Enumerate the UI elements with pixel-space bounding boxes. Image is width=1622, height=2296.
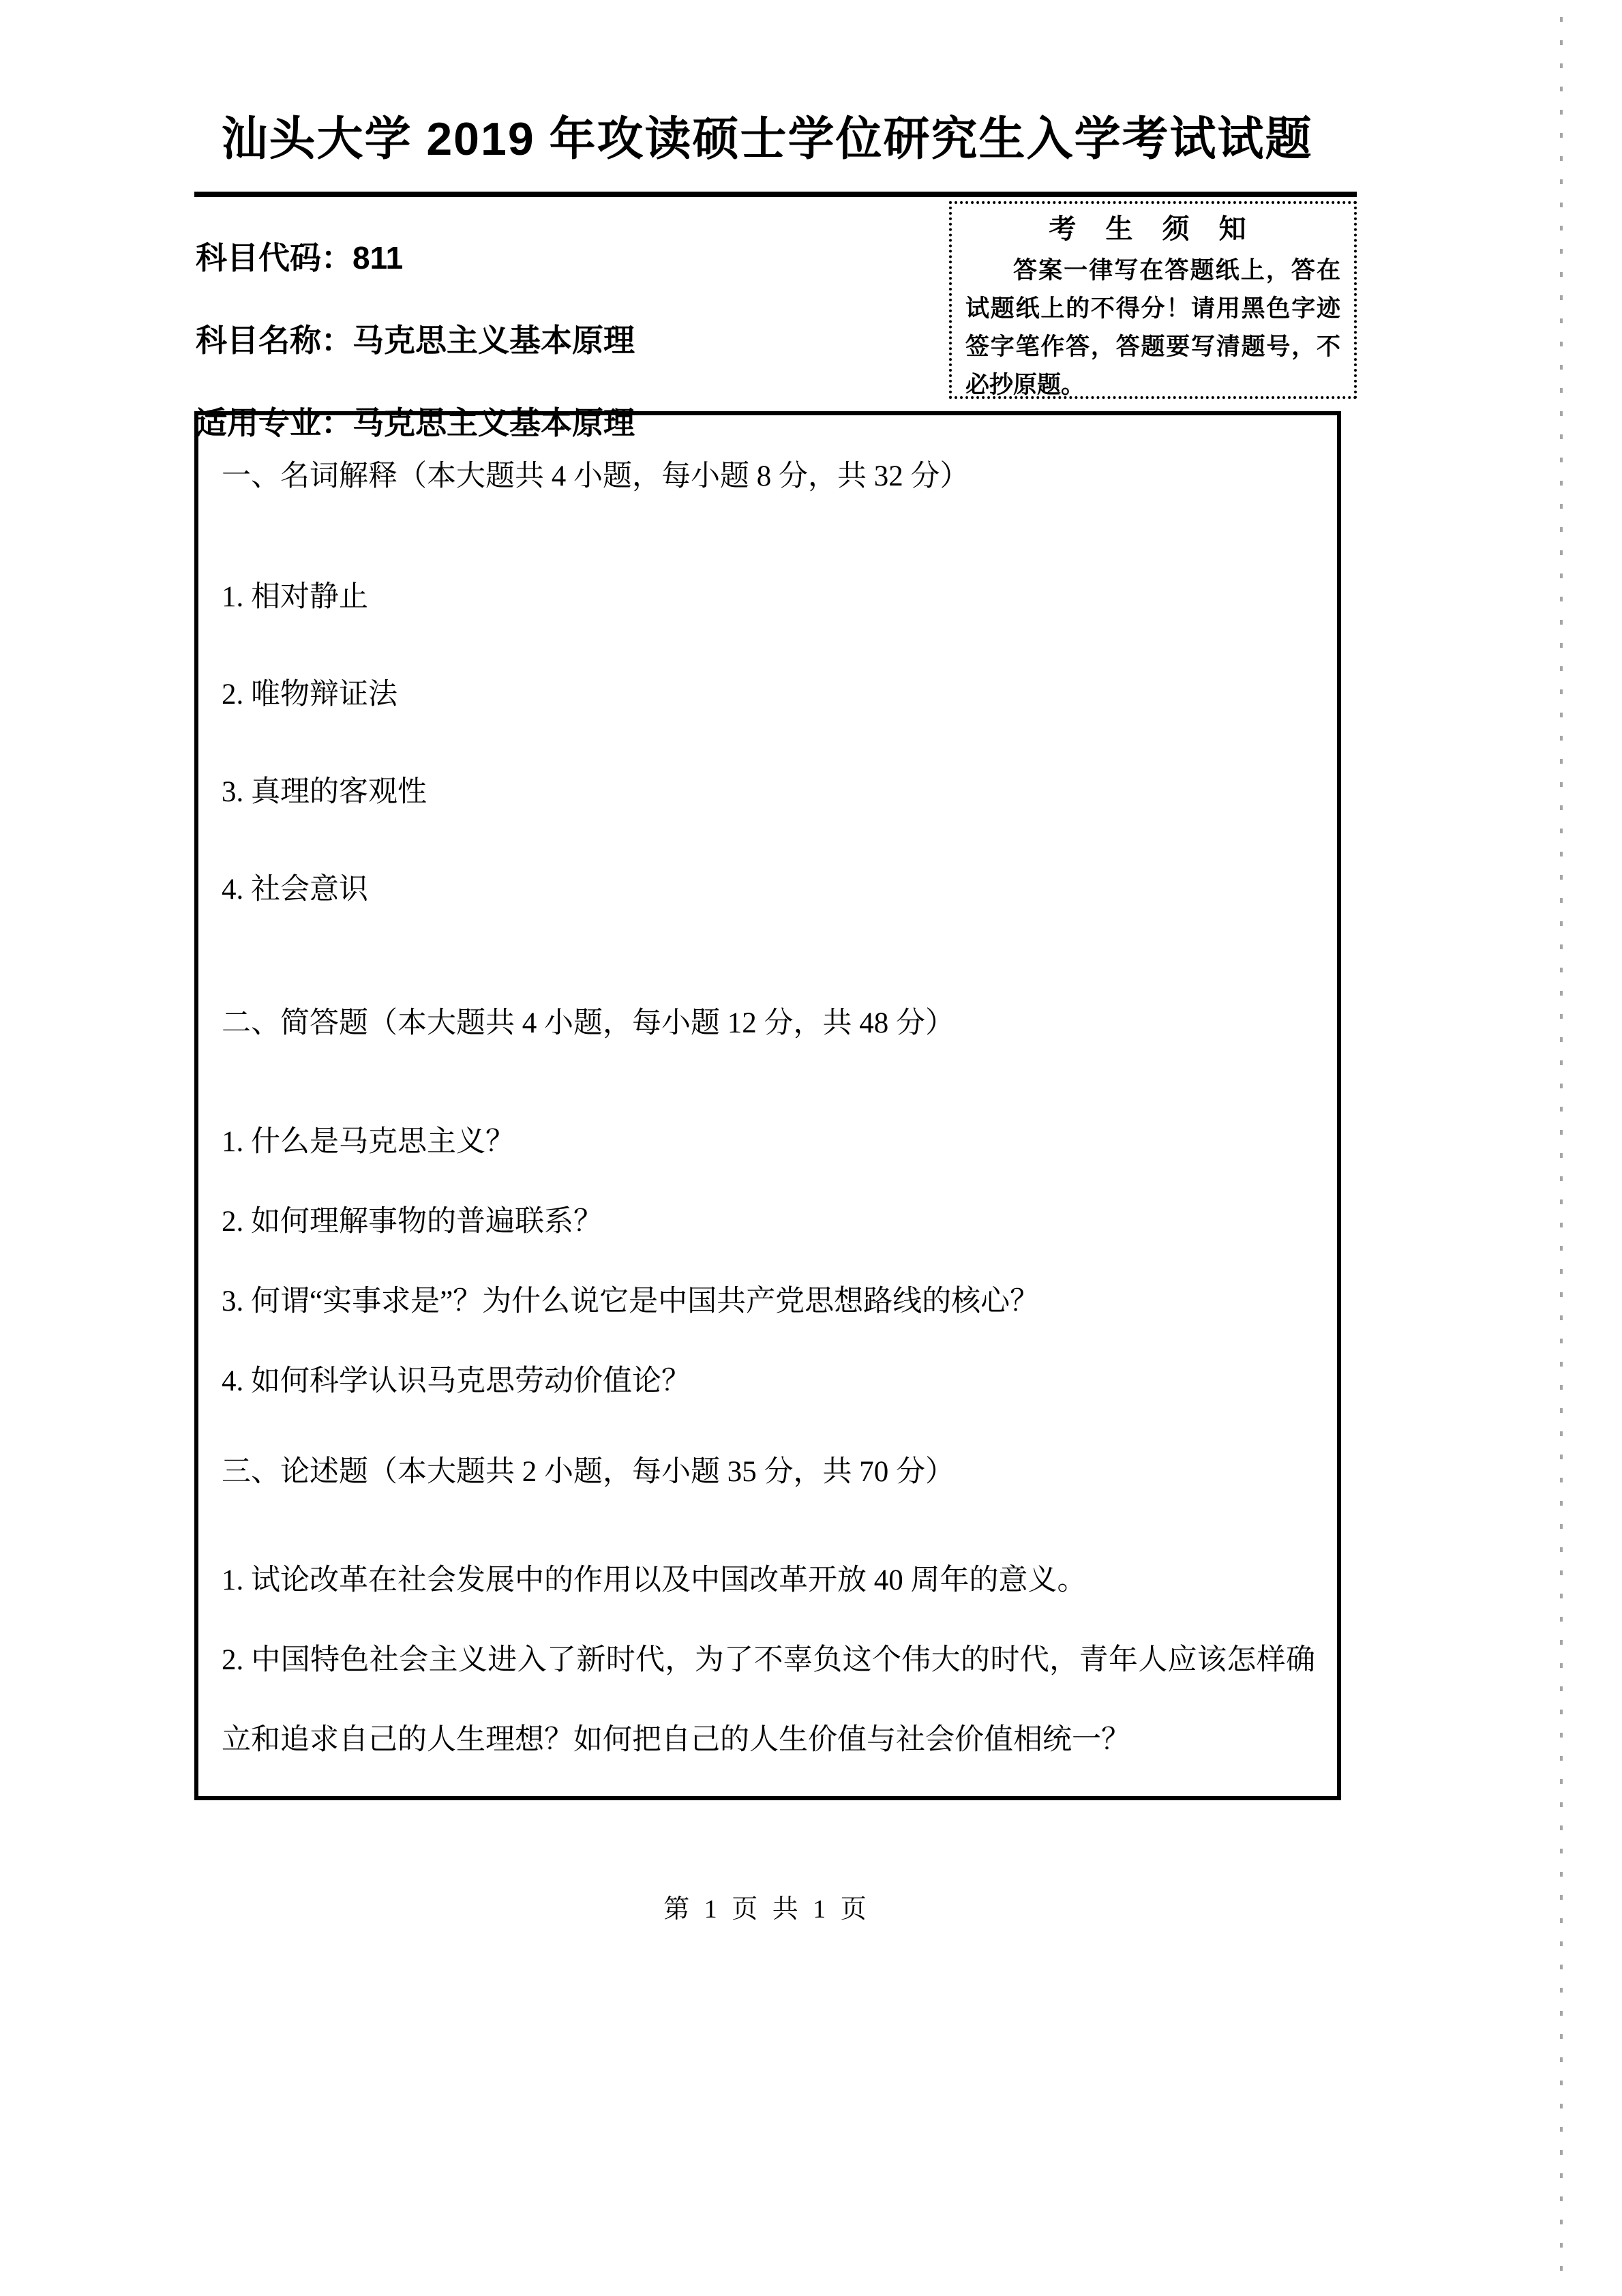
question-item: 3. 真理的客观性 <box>222 776 427 808</box>
subject-code-row <box>196 217 635 299</box>
exam-title: 汕头大学 2019 年攻读硕士学位研究生入学考试试题 <box>221 113 1313 165</box>
question-item: 2. 如何理解事物的普遍联系？ <box>222 1206 603 1238</box>
question-item: 2. 唯物辩证法 <box>222 679 397 711</box>
question-item: 2. 中国特色社会主义进入了新时代，为了不辜负这个伟大的时代，青年人应该怎样确立和追求自己的人生理想？如何把自己的人生价值与社会价值相统一？ <box>222 1644 1315 1756</box>
question-item: 4. 如何科学认识马克思劳动价值论？ <box>222 1365 691 1397</box>
scan-artifact-dotted-line <box>1560 17 1563 2281</box>
section-3-heading: 三、论述题（本大题共 2 小题，每小题 35 分，共 70 分） <box>222 1456 955 1488</box>
question-item: 1. 试论改革在社会发展中的作用以及中国改革开放 40 周年的意义。 <box>222 1564 1087 1596</box>
section-1-heading: 一、名词解释（本大题共 4 小题，每小题 8 分，共 32 分） <box>222 460 970 492</box>
candidate-notice-box <box>949 201 1357 399</box>
question-item: 4. 社会意识 <box>222 874 368 906</box>
question-paper-box <box>194 411 1341 1800</box>
notice-body: 答案一律写在答题纸上，答在试题纸上的不得分！请用黑色字迹签字笔作答，答题要写清题号，不必抄原题。 <box>965 257 1340 398</box>
page-number-footer: 第 1 页 共 1 页 <box>663 1895 871 1924</box>
applicable-major-label: 适用专业： <box>196 405 352 441</box>
section-3-list <box>222 1540 1315 1780</box>
applicable-major-value: 马克思主义基本原理 <box>352 405 635 441</box>
subject-name-label: 科目名称： <box>196 323 352 358</box>
question-item: 1. 什么是马克思主义？ <box>222 1126 515 1158</box>
subject-name-value: 马克思主义基本原理 <box>352 323 635 358</box>
notice-title: 考 生 须 知 <box>1049 214 1257 244</box>
section-1-list <box>222 548 1315 938</box>
section-2-list <box>222 1102 1315 1421</box>
section-2-heading: 二、简答题（本大题共 4 小题，每小题 12 分，共 48 分） <box>222 1007 955 1039</box>
question-item: 3. 何谓“实事求是”？为什么说它是中国共产党思想路线的核心？ <box>222 1285 1040 1317</box>
title-rule <box>194 192 1357 197</box>
subject-code-label: 科目代码： <box>196 240 352 275</box>
subject-name-row <box>196 299 635 382</box>
question-item: 1. 相对静止 <box>222 581 368 613</box>
subject-code-value: 811 <box>352 240 404 275</box>
